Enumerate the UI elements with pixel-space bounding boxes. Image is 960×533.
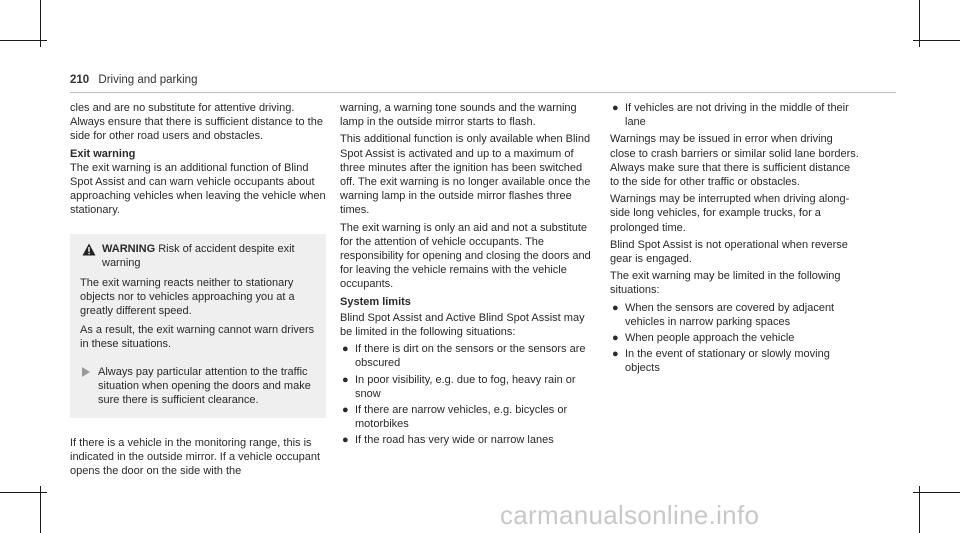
list-item (340, 342, 596, 370)
arrow-right-icon (82, 367, 90, 377)
paragraph: Warnings may be interrupted when driving along-side long vehicles, for example trucks, for a prolonged time. (610, 193, 850, 234)
bullet-icon: ● (342, 404, 349, 417)
list-item (610, 347, 860, 375)
bullet-icon: ● (342, 434, 349, 447)
crop-mark (40, 486, 41, 533)
paragraph: The exit warning is only an aid and not a substitute for the attention of vehicle occupants. The responsibility for opening and closing the doors and for leaving the vehicle remains with the vehicle occupants. (340, 221, 591, 291)
bullet-icon: ● (612, 102, 619, 114)
tip-text: Always pay particular attention to the traffic situation when opening the doors and make sure there is sufficient clearance. (98, 366, 311, 407)
list-item-text: If there are narrow vehicles, e.g. bicycles or motorbikes (355, 404, 568, 431)
list-item-text: If there is dirt on the sensors or the sensors are obscured (355, 343, 586, 370)
crop-mark (919, 486, 920, 533)
paragraph: cles and are no substitute for attentive driving. Always ensure that there is sufficient distance to the side for other road users and obstacles. (70, 102, 323, 143)
paragraph: The exit warning is an additional function of Blind Spot Assist and can warn vehicle occupants about approaching vehicles when leaving the vehicle when stationary. (70, 161, 326, 217)
warning-header (80, 242, 316, 270)
page-header (70, 74, 197, 86)
crop-mark (913, 492, 960, 493)
list-item (340, 403, 596, 431)
list-item-text: In the event of stationary or slowly moving objects (625, 348, 830, 375)
warning-title: Risk of accident despite exit warning (102, 242, 295, 269)
crop-mark (0, 492, 47, 493)
paragraph: Blind Spot Assist is not operational when reverse gear is engaged. (610, 238, 848, 266)
list-item-text: If the road has very wide or narrow lanes (355, 434, 554, 447)
list-item-text: If vehicles are not driving in the middle of their lane (625, 102, 849, 129)
list-item (610, 331, 860, 345)
list-item (340, 373, 596, 401)
warning-text: The exit warning reacts neither to stationary objects nor to vehicles approaching you at a greatly different speed. (80, 277, 295, 318)
bullet-list (610, 301, 860, 376)
header-divider (70, 92, 896, 93)
column-3 (610, 101, 860, 379)
warning-triangle-icon (82, 243, 96, 256)
column-2 (340, 101, 596, 451)
crop-mark (913, 40, 960, 41)
list-item (610, 301, 860, 329)
paragraph: If there is a vehicle in the monitoring range, this is indicated in the outside mirror. If a vehicle occupant opens the door on the side with the (70, 436, 321, 478)
bullet-list (610, 101, 860, 129)
bullet-icon: ● (342, 343, 349, 356)
bullet-list (340, 342, 596, 447)
crop-mark (0, 40, 47, 41)
column-1 (70, 101, 326, 481)
list-item (340, 433, 596, 447)
bullet-icon: ● (342, 373, 349, 386)
section-title: Driving and parking (98, 74, 198, 86)
paragraph: The exit warning may be limited in the following situations: (610, 270, 841, 297)
section-heading: Exit warning (70, 147, 136, 160)
watermark: carmanualsonline.info (500, 500, 760, 530)
list-item-text: When the sensors are covered by adjacent vehicles in narrow parking spaces (625, 301, 835, 328)
paragraph: Warnings may be issued in error when driving close to crash barriers or similar solid lane borders. Always make sure that there is sufficient distance to the side for other traffic or obstacles. (610, 133, 859, 189)
list-item-text: In poor visibility, e.g. due to fog, heavy rain or snow (355, 373, 576, 400)
paragraph: warning, a warning tone sounds and the warning lamp in the outside mirror starts to flash. (340, 102, 577, 129)
page-number: 210 (70, 74, 90, 86)
section-heading: System limits (340, 295, 411, 308)
warning-box (70, 234, 326, 418)
paragraph: This additional function is only available when Blind Spot Assist is activated and up to a maximum of three minutes after the ignition has been switched off. The exit warning is no longer available once the warning lamp in the outside mirror flashes three times. (340, 133, 591, 217)
bullet-icon: ● (612, 332, 619, 345)
list-item-text: When people approach the vehicle (625, 332, 795, 345)
bullet-icon: ● (612, 301, 619, 314)
warning-text: As a result, the exit warning cannot warn drivers in these situations. (80, 323, 315, 350)
bullet-icon: ● (612, 348, 619, 361)
warning-label: WARNING (102, 242, 156, 255)
list-item (610, 101, 860, 129)
tip-block (80, 365, 316, 408)
paragraph: Blind Spot Assist and Active Blind Spot Assist may be limited in the following situations: (340, 311, 585, 339)
